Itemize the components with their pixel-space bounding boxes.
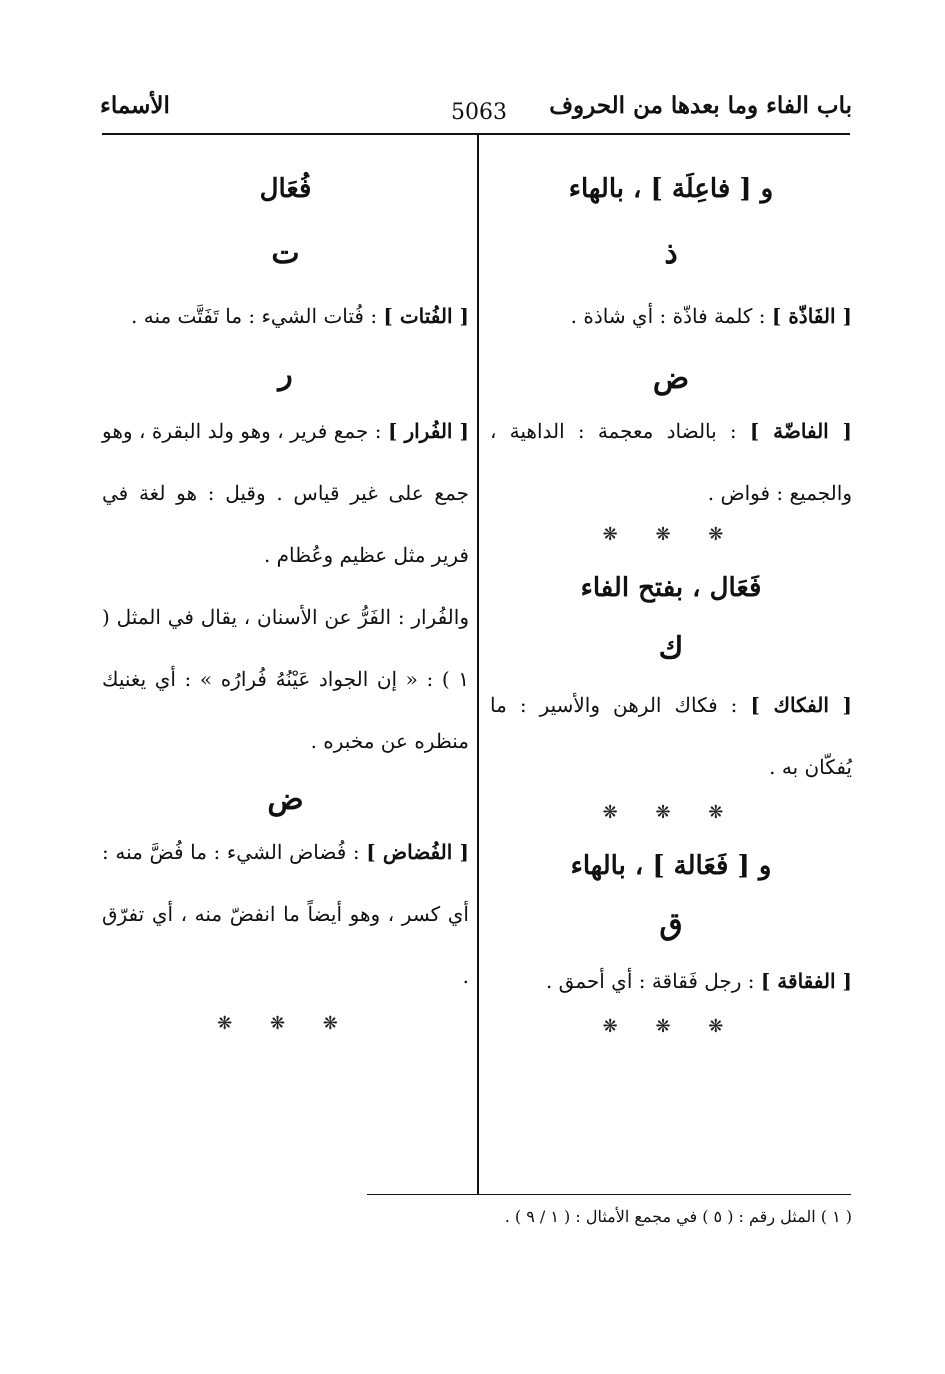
footnote: ( ١ ) المثل رقم : ( ٥ ) في مجمع الأمثال : ( ١ / ٩ ) . [504,1207,852,1226]
entry-headword: [ الفُتات ] [383,304,469,328]
entry-paragraph [102,400,469,586]
letter-heading: ض [267,782,304,817]
page-number: 5063 [451,100,507,125]
letter-heading: ر [278,357,293,392]
footnote-rule [367,1194,851,1195]
header-rule [102,133,850,135]
entry-paragraph: والفُرار : الفَرُّ عن الأسنان ، يقال في المثل ( ١ ) : « إن الجواد عَيْنُهُ فُرارُه » : أي يغنيك منظره عن مخبره . [102,605,469,753]
entry-paragraph [102,821,469,1007]
entry-paragraph [490,400,852,524]
section-heading: و [ فاعِلَة ] ، بالهاء [568,174,774,204]
letter-heading: ت [271,236,300,271]
entry-paragraph [102,285,469,347]
entry-definition: : فُضاض الشيء : ما فُضَّ منه : أي كسر ، وهو أيضاً ما انفضّ منه ، أي تفرّق . [102,840,469,988]
section-heading: فَعَال ، بفتح الفاء [580,573,762,603]
running-header-chapter: باب الفاء وما بعدها من الحروف [549,92,852,119]
entry-definition: : كلمة فاذّة : أي شاذة . [570,304,766,328]
letter-heading: ك [658,631,684,666]
letter-heading: ق [659,907,683,942]
entry-definition: : جمع فرير ، وهو ولد البقرة ، وهو جمع على غير قياس . وقيل : هو لغة في فرير مثل عظيم وعُظام . [102,419,469,567]
letter-heading: ذ [664,236,678,271]
entry-headword: [ الفقاقة ] [760,969,852,993]
entry-paragraph [490,285,852,347]
entry-paragraph [490,674,852,798]
entry-headword: [ الفكاك ] [750,693,852,717]
entry-headword: [ الفَاذّة ] [771,304,852,328]
separator-stars: ❋ ❋ ❋ [602,1016,740,1037]
section-heading: فُعَال [259,174,312,204]
separator-stars: ❋ ❋ ❋ [602,802,740,823]
entry-definition: : فكاك الرهن والأسير : ما يُفكّان به . [490,693,852,779]
entry-definition: : بالضاد معجمة : الداهية ، والجميع : فواض . [490,419,852,505]
left-column [102,170,469,1034]
entry-headword: [ الفاضّة ] [749,419,852,443]
separator-stars: ❋ ❋ ❋ [602,524,740,545]
column-divider [477,134,479,1195]
separator-stars: ❋ ❋ ❋ [217,1013,354,1034]
right-column [490,170,852,1037]
entry-definition: : فُتات الشيء : ما تَفَتَّت منه . [131,304,378,328]
section-heading: و [ فَعَالة ] ، بالهاء [570,851,772,881]
entry-definition: : رجل فَقاقة : أي أحمق . [545,969,755,993]
running-header-section: الأسماء [100,92,170,119]
letter-heading: ض [652,361,690,396]
entry-headword: [ الفُضاض ] [366,840,469,864]
entry-headword: [ الفُرار ] [387,419,469,443]
entry-paragraph [490,950,852,1012]
